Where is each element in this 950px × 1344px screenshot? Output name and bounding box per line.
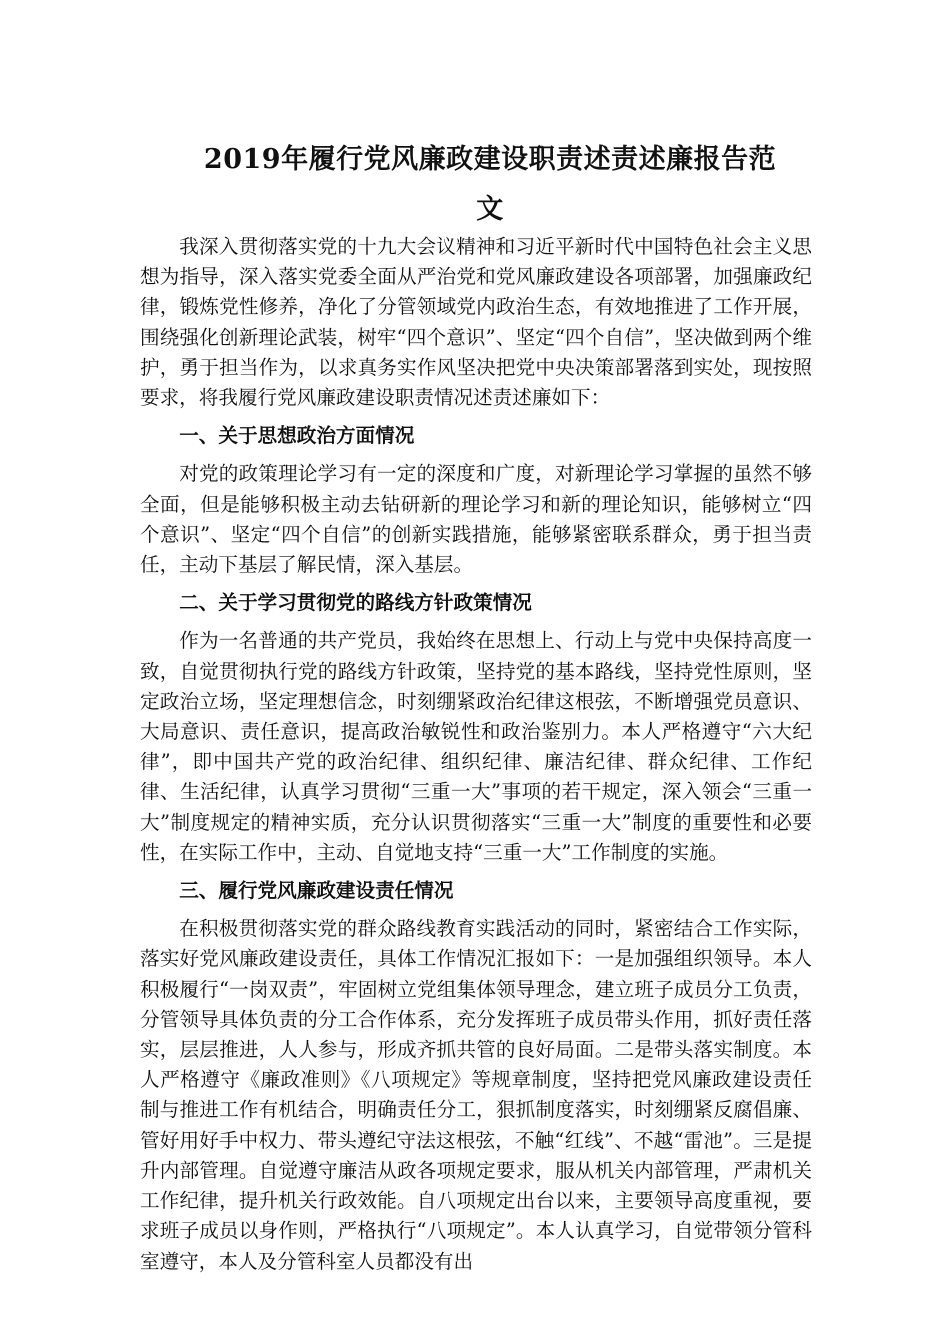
section-paragraph-2: 作为一名普通的共产党员，我始终在思想上、行动上与党中央保持高度一致，自觉贯彻执行党的路线方针政策，坚持党的基本路线，坚持党性原则，坚定政治立场，坚定理想信念，时刻绷紧政治纪律这根弦，不断增强党员意识、大局意识、责任意识，提高政治敏锐性和政治鉴别力。本人严格遵守“六大纪律”，即中国共产党的政治纪律、组织纪律、廉洁纪律、群众纪律、工作纪律、生活纪律，认真学习贯彻“三重一大”事项的若干规定，深入领会“三重一大”制度规定的精神实质，充分认识贯彻落实“三重一大”制度的重要性和必要性，在实际工作中，主动、自觉地支持“三重一大”工作制度的实施。 bbox=[140, 629, 812, 864]
intro-paragraph: 我深入贯彻落实党的十九大会议精神和习近平新时代中国特色社会主义思想为指导，深入落实党委全面从严治党和党风廉政建设各项部署，加强廉政纪律，锻炼党性修养，净化了分管领域党内政治生态，有效地推进了工作开展，围绕强化创新理论武装，树牢“四个意识”、坚定“四个自信”，坚决做到两个维护，勇于担当作为，以求真务实作风坚决把党中央决策部署落到实处，现按照要求，将我履行党风廉政建设职责情况述责述廉如下： bbox=[140, 235, 812, 410]
document-title-line-1: 2019年履行党风廉政建设职责述责述廉报告范 bbox=[203, 144, 777, 175]
section-heading-2: 二、关于学习贯彻党的路线方针政策情况 bbox=[179, 591, 532, 615]
section-paragraph-1: 对党的政策理论学习有一定的深度和广度，对新理论学习掌握的虽然不够全面，但是能够积极主动去钻研新的理论学习和新的理论知识，能够树立“四个意识”、坚定“四个自信”的创新实践措施，能够紧密联系群众，勇于担当责任，主动下基层了解民情，深入基层。 bbox=[140, 462, 812, 577]
document-body bbox=[140, 232, 812, 1277]
section-paragraph-3: 在积极贯彻落实党的群众路线教育实践活动的同时，紧密结合工作实际，落实好党风廉政建设责任，具体工作情况汇报如下：一是加强组织领导。本人积极履行“一岗双责”，牢固树立党组集体领导理念，建立班子成员分工负责，分管领导具体负责的分工合作体系，充分发挥班子成员带头作用，抓好责任落实，层层推进，人人参与，形成齐抓共管的良好局面。二是带头落实制度。本人严格遵守《廉政准则》《八项规定》等规章制度，坚持把党风廉政建设责任制与推进工作有机结合，明确责任分工，狠抓制度落实，时刻绷紧反腐倡廉、管好用好手中权力、带头遵纪守法这根弦，不触“红线”、不越“雷池”。三是提升内部管理。自觉遵守廉洁从政各项规定要求，服从机关内部管理，严肃机关工作纪律，提升机关行政效能。自八项规定出台以来，主要领导高度重视，要求班子成员以身作则，严格执行“八项规定”。本人认真学习，自觉带领分管科室遵守，本人及分管科室人员都没有出 bbox=[140, 917, 812, 1273]
document-title-line-2: 文 bbox=[476, 194, 504, 225]
section-heading-3: 三、履行党风廉政建设责任情况 bbox=[179, 879, 454, 903]
section-heading-1: 一、关于思想政治方面情况 bbox=[179, 424, 415, 448]
